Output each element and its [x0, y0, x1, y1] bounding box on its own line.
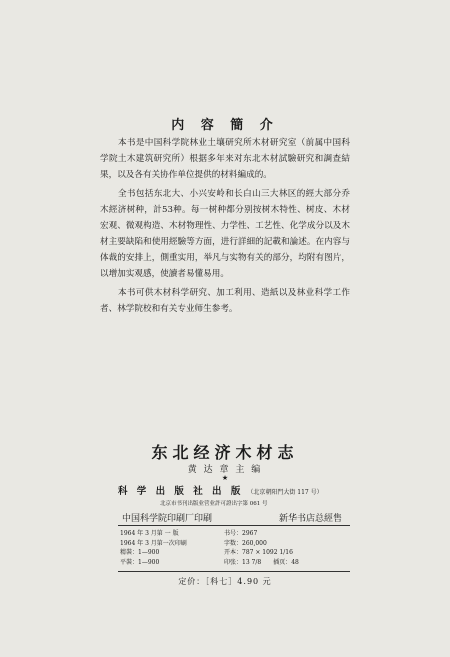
printing-info: 1964 年 3 月第一次印刷: [120, 539, 187, 547]
editors-line: 黄 达 章 主 编: [187, 465, 263, 475]
sheet-info: 印张：13 7/8 插页：48: [224, 558, 299, 566]
printer-line: [122, 511, 342, 524]
book-title: 东北经济木材志: [151, 443, 299, 462]
details-row: [120, 548, 348, 558]
intro-paragraph-3: 本书可供木材科学研究、加工利用、造紙以及林业科学工作者、林学院校和有关专业师生参考。: [100, 288, 350, 314]
details-row: [120, 529, 348, 539]
paperback-count: 平裝：1—900: [120, 558, 160, 566]
distributor-name: 新华书店总經售: [278, 514, 342, 524]
book-number: 书号：2967: [224, 530, 258, 537]
format-info: 开本：787 × 1092 1/16: [224, 549, 293, 556]
star-ornament: ★: [221, 474, 229, 482]
publication-details: [120, 529, 348, 567]
divider-top: [118, 525, 350, 526]
intro-paragraph-2: 全书包括东北大、小兴安岭和长白山三大林区的經大部分乔木經济树种，計53种。每一树种都分别按树木特性、树皮、木材宏观、微观构造、木材物理性、力学性、工艺性、化学成分以及木材主要缺陷和使用經驗等方面，进行詳細的記載和論述。在内容与体裁的安排上，側重实用，举凡与实物有关的部分，均附有图片，以增加实观感，使讀者易懂易用。: [100, 189, 350, 279]
price-line: 定价：［科七］4.90 元: [178, 577, 272, 586]
intro-body: [100, 135, 350, 320]
details-row: [120, 539, 348, 549]
edition-info: 1964 年 3 月第 一 版: [120, 530, 179, 537]
word-count: 字数：260,000: [224, 539, 267, 547]
publisher-name: 科 学 出 版 社 出 版: [118, 486, 244, 497]
publisher-block: [118, 483, 348, 507]
license-line: 北京市书刊出版业营业許可證出字第 061 号: [160, 501, 268, 507]
printer-name: 中国科学院印刷厂印刷: [122, 514, 213, 524]
intro-paragraph-1: 本书是中国科学院林业土壤研究所木材研究室（前属中国科学院土木建筑研究所）根据多年来对东北木材試驗研究和調查結果，以及各有关协作单位提供的材料編成的。: [100, 138, 350, 180]
publisher-line: [118, 483, 348, 497]
intro-heading: 内 容 簡 介: [171, 118, 279, 133]
hardcover-count: 精裝：1—900: [120, 549, 160, 556]
divider-bottom: [118, 571, 350, 572]
details-row: [120, 558, 348, 568]
publisher-address: （北京朝阳門大街 117 号）: [247, 489, 323, 496]
